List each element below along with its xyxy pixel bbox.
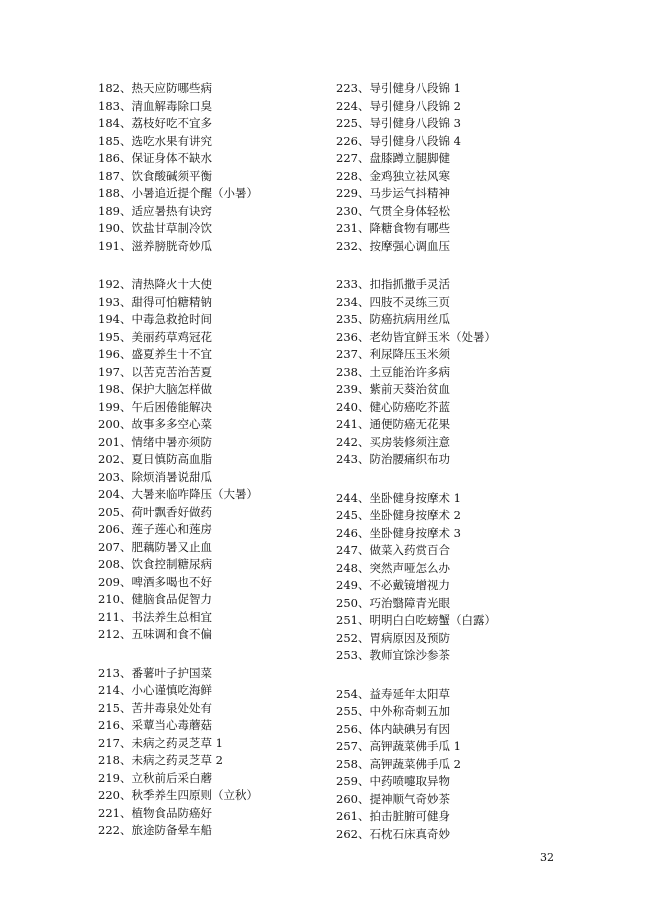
toc-entry: 238、土豆能治许多病 [336,364,450,379]
toc-entry: 206、莲子莲心和莲房 [98,522,212,536]
toc-entry: 231、降糖食物有哪些 [336,221,450,235]
page-number: 32 [540,851,554,864]
toc-entry: 254、益寿延年太阳草 [336,686,450,701]
toc-entry: 209、啤酒多喝也不好 [98,574,212,589]
toc-entry: 226、导引健身八段锦 4 [336,133,461,148]
toc-entry: 215、苦井毒泉处处有 [98,700,212,715]
toc-entry: 225、导引健身八段锦 3 [336,116,461,130]
toc-entry: 234、四肢不灵练三页 [336,294,450,309]
toc-group [98,80,318,255]
toc-entry: 186、保证身体不缺水 [98,151,212,165]
toc-entry: 243、防治腰痛织布功 [336,452,450,466]
toc-entry: 219、立秋前后采白蘑 [98,770,212,785]
toc-entry: 230、气贯全身体轻松 [336,203,450,218]
toc-group [98,276,318,644]
toc-entry: 256、体内缺碘另有因 [336,721,450,736]
toc-entry: 241、通便防癌无花果 [336,417,450,431]
toc-entry: 192、清热降火十大使 [98,277,212,291]
toc-entry: 235、防癌抗病用丝瓜 [336,312,450,326]
left-column [98,80,318,861]
toc-entry: 227、盘膝蹲立腿脚健 [336,151,450,165]
toc-entry: 200、故事多多空心菜 [98,417,212,431]
toc-entry: 252、胃病原因及预防 [336,630,450,645]
toc-entry: 204、大暑来临咋降压（大暑） [98,487,258,501]
toc-entry: 201、情绪中暑亦须防 [98,434,212,449]
toc-entry: 262、石枕石床真奇妙 [336,826,450,841]
toc-entry: 258、高钾蔬菜佛手瓜 2 [336,756,461,771]
toc-entry: 198、保护大脑怎样做 [98,382,212,396]
toc-entry: 221、植物食品防癌好 [98,805,212,820]
toc-entry: 259、中药喷嚏取异物 [336,774,450,788]
toc-entry: 217、未病之药灵芝草 1 [98,735,223,750]
toc-entry: 205、荷叶飘香好做药 [98,504,212,519]
toc-entry: 208、饮食控制糖尿病 [98,557,212,571]
toc-entry: 184、荔枝好吃不宜多 [98,116,212,130]
toc-entry: 190、饮盐甘草制冷饮 [98,221,212,235]
toc-entry: 233、扣指抓撒手灵活 [336,277,450,291]
toc-entry: 218、未病之药灵芝草 2 [98,753,223,767]
toc-entry: 251、明明白白吃螃蟹（白露） [336,613,496,627]
toc-group [98,665,318,840]
toc-entry: 247、做菜入药赏百合 [336,543,450,557]
toc-entry: 236、老幼皆宜鲜玉米（处暑） [336,329,496,344]
toc-entry: 214、小心谨慎吃海鲜 [98,683,212,697]
toc-entry: 196、盛夏养生十不宜 [98,347,212,361]
toc-entry: 185、选吃水果有讲究 [98,133,212,148]
toc-entry: 222、旅途防备晕车船 [98,823,212,837]
toc-entry: 191、滋养膀胱奇妙瓜 [98,238,212,253]
toc-entry: 189、适应暑热有诀窍 [98,203,212,218]
toc-entry: 257、高钾蔬菜佛手瓜 1 [336,739,461,753]
toc-entry: 255、中外称奇刺五加 [336,704,450,718]
toc-entry: 253、教师宜馀沙参茶 [336,648,450,662]
toc-entry: 195、美丽药草鸡冠花 [98,329,212,344]
toc-group [336,686,576,844]
toc-entry: 224、导引健身八段锦 2 [336,98,461,113]
toc-entry: 183、清血解毒除口臭 [98,98,212,113]
toc-entry: 212、五味调和食不偏 [98,627,212,641]
right-column [336,80,576,864]
toc-entry: 232、按摩强心调血压 [336,238,450,253]
toc-entry: 213、番薯叶子护国菜 [98,665,212,680]
toc-entry: 182、热天应防哪些病 [98,81,212,95]
toc-entry: 203、除烦消暑说甜瓜 [98,469,212,484]
toc-group [336,490,576,665]
toc-entry: 228、金鸡独立祛风寒 [336,168,450,183]
toc-entry: 216、采蕈当心毒蘑菇 [98,718,212,732]
toc-entry: 250、巧治翳障青光眼 [336,595,450,610]
toc-group [336,276,576,469]
toc-entry: 220、秋季养生四原则（立秋） [98,788,258,802]
toc-entry: 188、小暑追近提个醒（小暑） [98,186,258,200]
toc-entry: 194、中毒急救抢时间 [98,312,212,326]
toc-entry: 223、导引健身八段锦 1 [336,81,461,95]
toc-entry: 207、肥藕防暑又止血 [98,539,212,554]
toc-entry: 239、紫前天葵治贫血 [336,382,450,396]
toc-entry: 210、健脑食品促智力 [98,592,212,606]
toc-entry: 229、马步运气抖精神 [336,186,450,200]
toc-entry: 237、利尿降压玉米须 [336,347,450,361]
toc-entry: 197、以苦克苦治苦夏 [98,364,212,379]
toc-entry: 199、午后困倦能解决 [98,399,212,414]
toc-entry: 187、饮食酸碱须平衡 [98,168,212,183]
toc-entry: 248、突然声哑怎么办 [336,560,450,575]
toc-entry: 211、书法养生总相宜 [98,609,212,624]
toc-entry: 245、坐卧健身按摩术 2 [336,508,461,522]
toc-entry: 261、拍击脏腑可健身 [336,809,450,823]
toc-entry: 202、夏日慎防高血脂 [98,452,212,466]
toc-entry: 244、坐卧健身按摩术 1 [336,490,461,505]
toc-entry: 260、提神顺气奇妙茶 [336,791,450,806]
toc-entry: 249、不必戴镜增视力 [336,578,450,592]
toc-entry: 242、买房装修须注意 [336,434,450,449]
toc-group [336,80,576,255]
toc-entry: 240、健心防癌吃芥蓝 [336,399,450,414]
toc-entry: 246、坐卧健身按摩术 3 [336,525,461,540]
toc-entry: 193、甜得可怕糖精钠 [98,294,212,309]
